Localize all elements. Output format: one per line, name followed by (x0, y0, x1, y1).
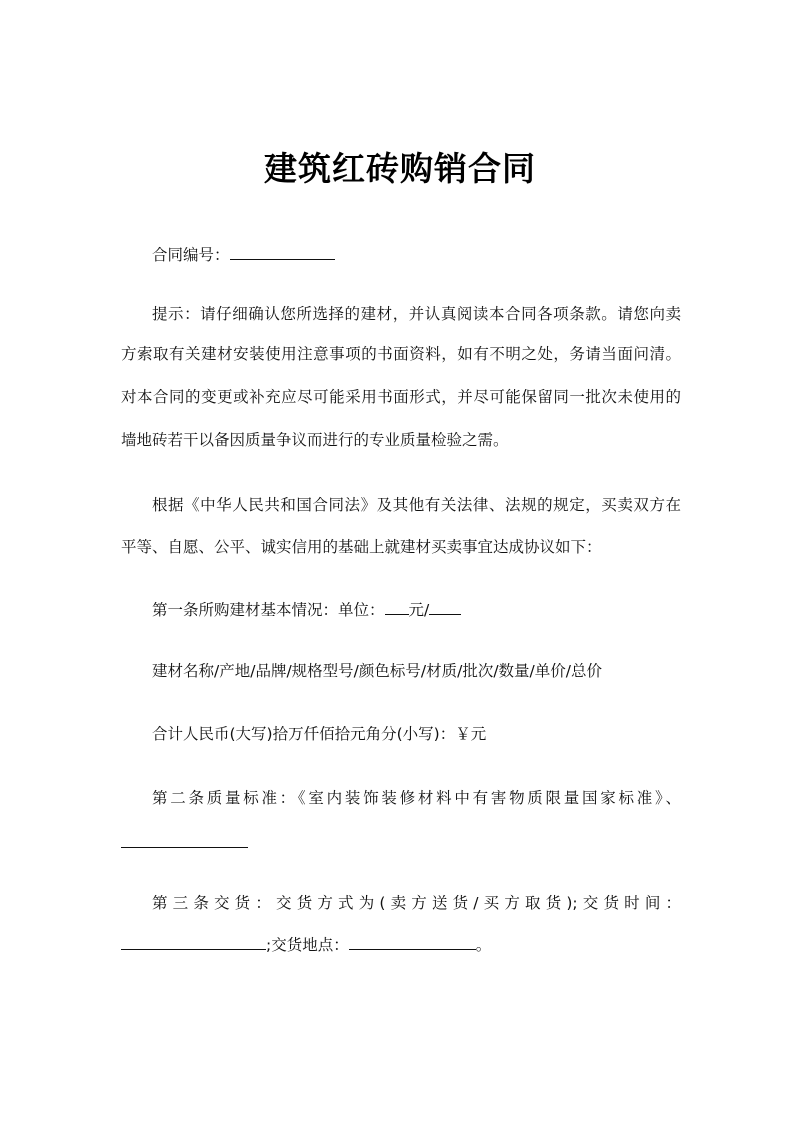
delivery-time-blank (121, 932, 266, 950)
delivery-place-label: ;交货地点： (266, 936, 349, 954)
notice-line-1: 提示：请仔细确认您所选择的建材，并认真阅读本合同各项条款。请您向卖 (152, 305, 681, 323)
contract-number-line (152, 242, 681, 267)
quality-standard-blank (121, 847, 248, 848)
article-3-end-mark: 。 (475, 936, 492, 954)
article-3-line-1: 第三条交货：交货方式为(卖方送货/买方取货);交货时间： (152, 894, 681, 912)
document-title: 建筑红砖购销合同 (264, 149, 536, 188)
columns-line: 建材名称/产地/品牌/规格型号/颜色标号/材质/批次/数量/单价/总价 (152, 662, 603, 680)
contract-number-blank (230, 242, 335, 260)
unit-yuan-label: 元/ (408, 601, 430, 619)
article-1-prefix: 第一条所购建材基本情况：单位： (152, 601, 385, 619)
article-3-line-2 (121, 932, 681, 957)
preamble-line-1: 根据《中华人民共和国合同法》及其他有关法律、法规的规定，买卖双方在 (152, 496, 681, 514)
article-2-line: 第二条质量标准：《室内装饰装修材料中有害物质限量国家标准》、 (152, 789, 681, 807)
price-blank (385, 597, 409, 615)
preamble-line-2: 平等、自愿、公平、诚实信用的基础上就建材买卖事宜达成协议如下： (121, 538, 602, 556)
notice-line-2: 方索取有关建材安装使用注意事项的书面资料，如有不明之处，务请当面问清。 (121, 345, 681, 363)
unit-blank (429, 597, 461, 615)
total-line: 合计人民币(大写)拾万仟佰拾元角分(小写)：￥元 (152, 725, 487, 743)
delivery-place-blank (349, 932, 476, 950)
notice-line-3: 对本合同的变更或补充应尽可能采用书面形式，并尽可能保留同一批次未使用的 (121, 388, 681, 406)
contract-number-label: 合同编号： (152, 246, 230, 264)
notice-line-4: 墙地砖若干以备因质量争议而进行的专业质量检验之需。 (121, 431, 509, 449)
article-1-line (152, 597, 681, 622)
